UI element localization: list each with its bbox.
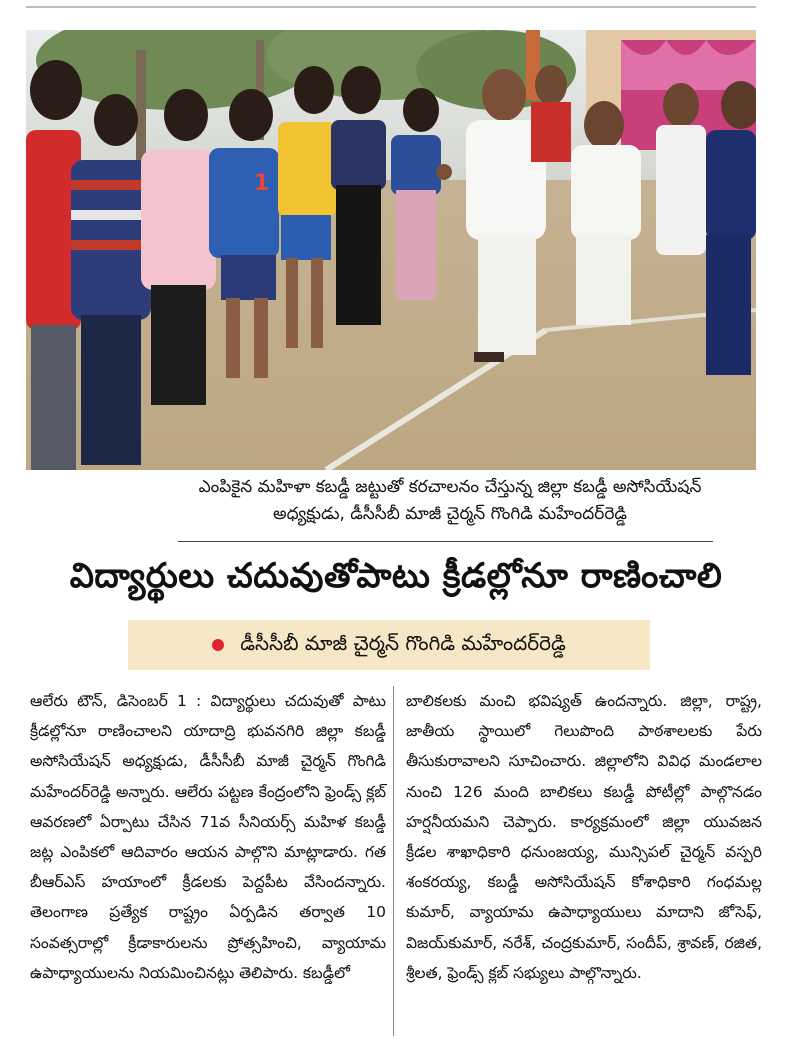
top-rule	[26, 6, 756, 8]
headline: విద్యార్థులు చదువుతోపాటు క్రీడల్లోనూ రాణించాలి	[69, 556, 723, 596]
bullet-icon	[212, 639, 224, 651]
article-column-left: ఆలేరు టౌన్, డిసెంబర్ 1 : విద్యార్థులు చదువుతో పాటు క్రీడల్లోనూ రాణించాలని యాదాద్రి భువనగిరి జిల్లా కబడ్డీ అసోసియేషన్ అధ్యక్షుడు, డీసీసీబీ మాజీ చైర్మన్ గొంగిడి మహేందర్‌రెడ్డి అన్నారు. ఆలేరు పట్టణ కేంద్రంలోని ఫ్రెండ్స్ క్లబ్ ఆవరణలో ఏర్పాటు చేసిన 71వ సీనియర్స్ మహిళ కబడ్డీ జట్ల ఎంపికలో ఆదివారం ఆయన పాల్గొని మాట్లాడారు. గత బీఆర్ఎస్ హయాంలో క్రీడలకు పెద్దపీట వేసిందన్నారు. తెలంగాణ ప్రత్యేక రాష్ట్రం ఏర్పడిన తర్వాత 10 సంవత్సరాల్లో క్రీడాకారులను ప్రోత్సహించి, వ్యాయామ ఉపాధ్యాయులను నియమించినట్లు తెలిపారు. కబడ్డీలో	[30, 692, 386, 982]
subheadline-box	[128, 620, 650, 670]
jersey-number: 1	[254, 171, 270, 196]
subheadline: డీసీసీబీ మాజీ చైర్మన్ గొంగిడి మహేందర్‌రెడ్డి	[240, 630, 566, 655]
news-photo	[26, 30, 756, 470]
caption-underline	[178, 541, 713, 542]
photo-illustration	[26, 30, 756, 470]
caption-line-1: ఎంపికైన మహిళా కబడ్డీ జట్టుతో కరచాలనం చేస్తున్న జిల్లా కబడ్డీ అసోసియేషన్	[198, 477, 702, 497]
caption-line-2: అధ్యక్షుడు, డీసీసీబీ మాజీ చైర్మన్ గొంగిడి మహేందర్‌రెడ్డి	[273, 504, 627, 524]
article-column-right: బాలికలకు మంచి భవిష్యత్ ఉందన్నారు. జిల్లా, రాష్ట్ర, జాతీయ స్థాయిలో గెలుపొంది పాఠశాలలకు పేరు తీసుకురావాలని సూచించారు. జిల్లాలోని వివిధ మండలాల నుంచి 126 మంది బాలికలు కబడ్డీ పోటీల్లో పాల్గొనడం హర్షనీయమని చెప్పారు. కార్యక్రమంలో జిల్లా యువజన క్రీడల శాఖాధికారి ధనుంజయ్య, మున్సిపల్ చైర్మన్ వస్పరి శంకరయ్య, కబడ్డీ అసోసియేషన్ కోశాధికారి గంధమల్ల కుమార్, వ్యాయామ ఉపాధ్యాయులు మాదాని జోసెఫ్, విజయ్‌కుమార్, నరేశ్, చంద్రకుమార్, సందీప్, శ్రావణ్, రజిత, శ్రీలత, ఫ్రెండ్స్ క్లబ్ సభ్యులు పాల్గొన్నారు.	[406, 692, 762, 982]
column-divider	[393, 686, 394, 1036]
photo-caption	[170, 474, 730, 528]
